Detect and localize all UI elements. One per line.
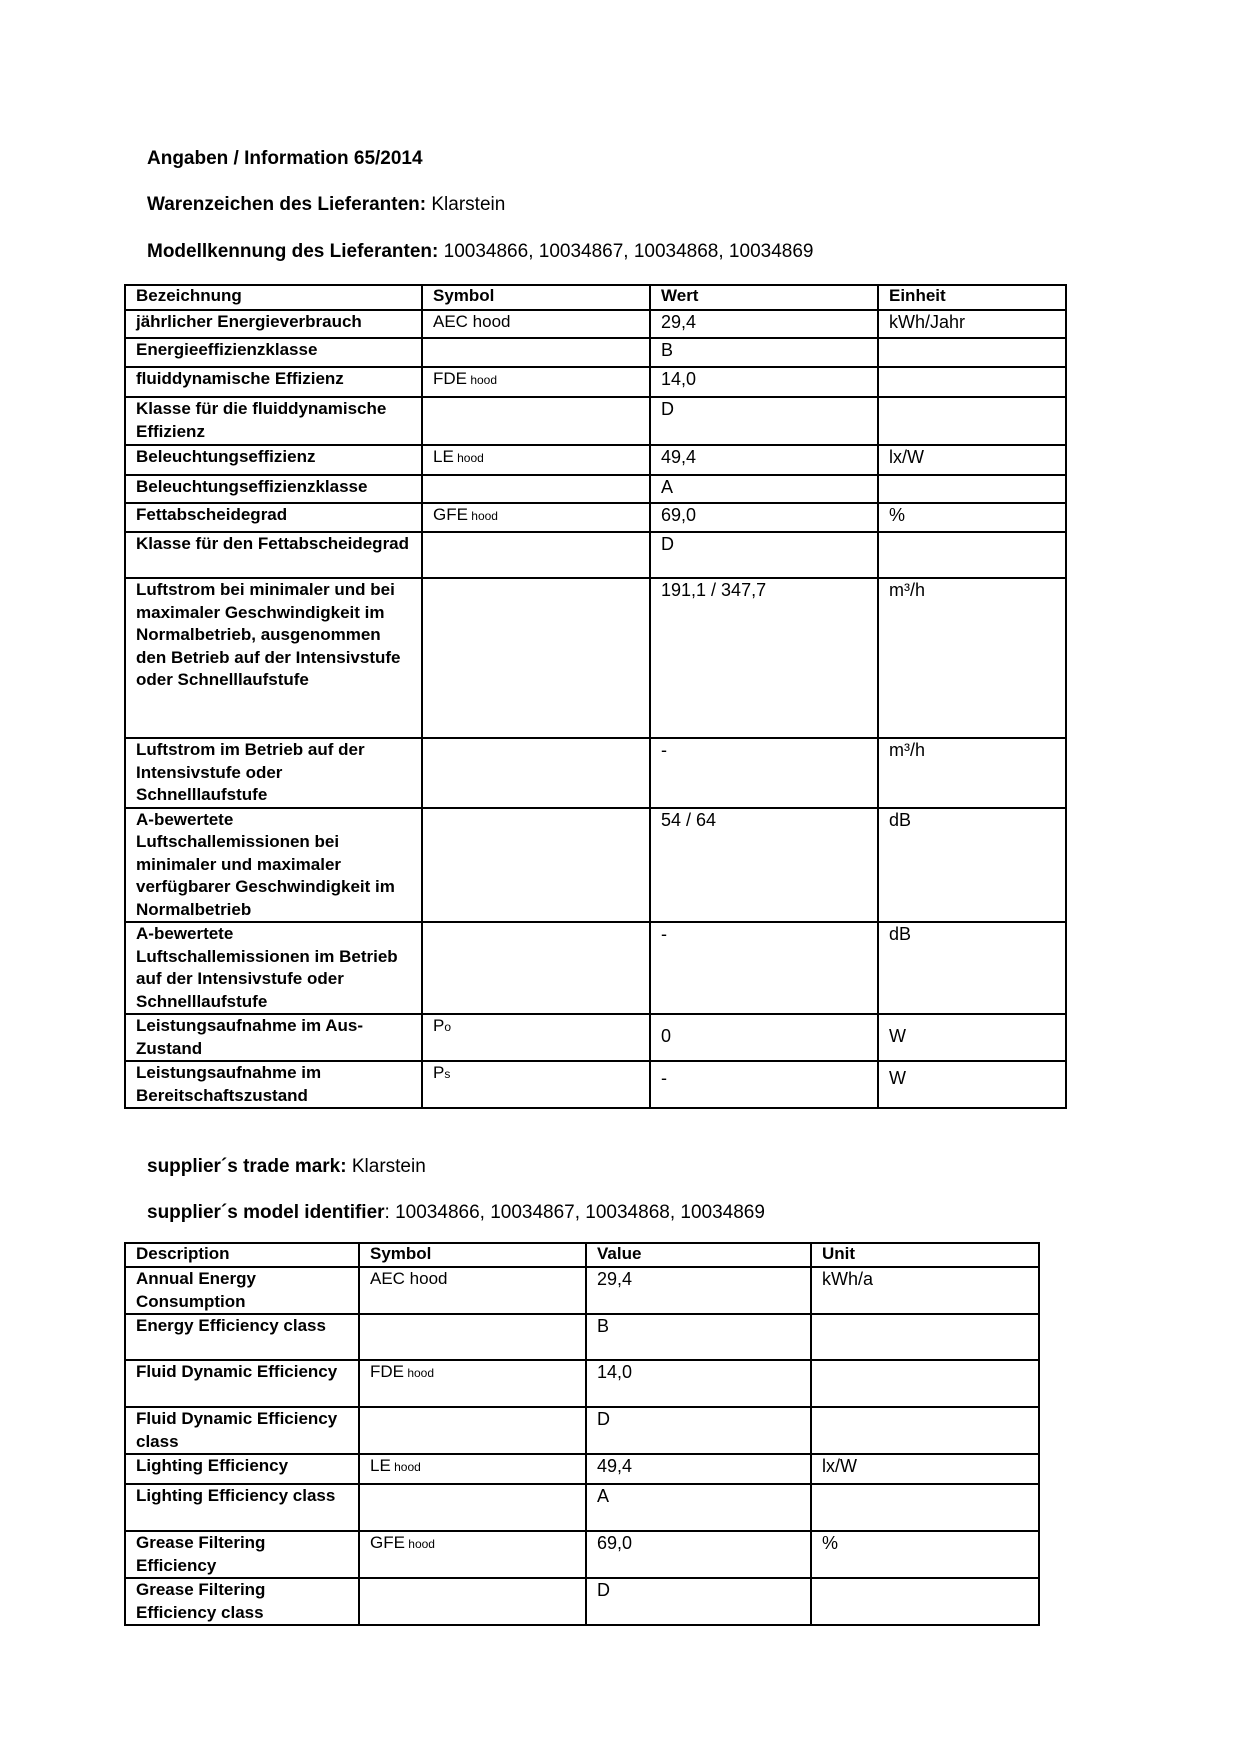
trademark-en-value: Klarstein [346,1156,426,1177]
row-unit: % [811,1531,1039,1578]
row-description: Klasse für die fluiddynamische Effizienz [125,397,422,445]
row-value: 49,4 [650,445,878,475]
row-description: A-bewertete Luftschallemissionen bei minimaler und maximaler verfügbarer Geschwindigkeit im Normalbetrieb [125,808,422,923]
trademark-en-label: supplier´s trade mark: [147,1156,347,1177]
trademark-de [147,194,505,216]
table-row [125,1454,1039,1484]
row-value: 29,4 [650,310,878,338]
symbol-subscript: hood [390,1460,421,1474]
symbol-subscript: s [444,1067,451,1081]
row-symbol [422,445,650,475]
symbol-main: LE [433,447,454,466]
row-description: Fettabscheidegrad [125,503,422,532]
row-symbol [422,338,650,367]
symbol-subscript: hood [404,1366,435,1380]
row-description: fluiddynamische Effizienz [125,367,422,397]
symbol-subscript: hood [453,451,484,465]
table-row [125,1314,1039,1360]
row-value: 54 / 64 [650,808,878,923]
row-symbol [359,1360,586,1407]
symbol-subscript: hood [467,509,498,523]
row-value: - [650,1061,878,1108]
row-description: Annual Energy Consumption [125,1267,359,1314]
column-header-symbol: Symbol [359,1243,586,1267]
row-value: D [586,1578,811,1625]
table-row [125,1578,1039,1625]
row-value: 191,1 / 347,7 [650,578,878,738]
row-unit [811,1360,1039,1407]
row-value: 29,4 [586,1267,811,1314]
model-identifier-de-label: Modellkennung des Lieferanten: [147,241,439,262]
row-description: Fluid Dynamic Efficiency [125,1360,359,1407]
row-value: B [650,338,878,367]
row-description: Energy Efficiency class [125,1314,359,1360]
table-header-row [125,285,1066,310]
column-header-unit: Einheit [878,285,1066,310]
column-header-description: Description [125,1243,359,1267]
column-header-symbol: Symbol [422,285,650,310]
table-row [125,338,1066,367]
row-description: Grease Filtering Efficiency [125,1531,359,1578]
row-unit [878,475,1066,503]
row-description: Energieeffizienzklasse [125,338,422,367]
column-header-unit: Unit [811,1243,1039,1267]
table-row [125,1014,1066,1061]
symbol-main: GFE [370,1533,405,1552]
table-row [125,1360,1039,1407]
row-description: Leistungsaufnahme im Bereitschaftszustand [125,1061,422,1108]
table-row [125,1484,1039,1531]
row-symbol [422,578,650,738]
trademark-de-label: Warenzeichen des Lieferanten: [147,194,427,215]
table-row [125,922,1066,1014]
row-value: D [586,1407,811,1454]
column-header-value: Value [586,1243,811,1267]
row-description: Luftstrom im Betrieb auf der Intensivstufe oder Schnelllaufstufe [125,738,422,808]
row-description: Lighting Efficiency class [125,1484,359,1531]
table-row [125,1407,1039,1454]
row-symbol [422,367,650,397]
row-symbol [422,475,650,503]
symbol-main: FDE [433,369,467,388]
table-row [125,445,1066,475]
row-description: Beleuchtungseffizienz [125,445,422,475]
table-row [125,397,1066,445]
table-row [125,310,1066,338]
table-row [125,367,1066,397]
row-value: A [650,475,878,503]
column-header-description: Bezeichnung [125,285,422,310]
row-value: 14,0 [586,1360,811,1407]
column-header-value: Wert [650,285,878,310]
row-value: 49,4 [586,1454,811,1484]
row-unit: kWh/a [811,1267,1039,1314]
document-title [147,148,423,170]
row-value: - [650,738,878,808]
trademark-de-value: Klarstein [426,194,506,215]
row-unit [811,1578,1039,1625]
row-description: Beleuchtungseffizienzklasse [125,475,422,503]
row-value: 69,0 [586,1531,811,1578]
row-unit [878,397,1066,445]
row-unit [878,367,1066,397]
symbol-main: LE [370,1456,391,1475]
row-unit [811,1484,1039,1531]
row-unit [811,1314,1039,1360]
symbol-main: AEC hood [370,1269,448,1288]
row-unit: m³/h [878,738,1066,808]
row-unit: % [878,503,1066,532]
row-symbol [422,808,650,923]
row-symbol [359,1314,586,1360]
row-symbol [422,1061,650,1108]
model-identifier-en-value: : 10034866, 10034867, 10034868, 10034869 [384,1202,765,1223]
row-symbol [359,1484,586,1531]
table-row [125,503,1066,532]
symbol-subscript: hood [404,1537,435,1551]
row-description: A-bewertete Luftschallemissionen im Betrieb auf der Intensivstufe oder Schnelllaufstufe [125,922,422,1014]
row-unit: dB [878,922,1066,1014]
row-unit: m³/h [878,578,1066,738]
row-symbol [359,1578,586,1625]
row-value: 0 [650,1014,878,1061]
row-unit: lx/W [878,445,1066,475]
row-unit: lx/W [811,1454,1039,1484]
row-symbol [359,1454,586,1484]
row-value: D [650,397,878,445]
symbol-main: P [433,1063,445,1082]
row-description: Leistungsaufnahme im Aus-Zustand [125,1014,422,1061]
row-unit: kWh/Jahr [878,310,1066,338]
row-value: B [586,1314,811,1360]
table-row [125,1061,1066,1108]
row-symbol [359,1531,586,1578]
row-symbol [422,310,650,338]
spec-table-de [124,284,1067,1109]
symbol-main: GFE [433,505,468,524]
row-description: Luftstrom bei minimaler und bei maximaler Geschwindigkeit im Normalbetrieb, ausgenommen den Betrieb auf der Intensivstufe oder Schnelllaufstufe [125,578,422,738]
row-symbol [422,397,650,445]
model-identifier-en-label: supplier´s model identifier [147,1202,385,1223]
row-value: A [586,1484,811,1531]
row-symbol [422,738,650,808]
row-unit: W [878,1014,1066,1061]
row-unit [878,532,1066,578]
row-symbol [422,503,650,532]
row-value: 14,0 [650,367,878,397]
symbol-main: AEC hood [433,312,511,331]
row-symbol [422,1014,650,1061]
row-description: Grease Filtering Efficiency class [125,1578,359,1625]
row-description: Lighting Efficiency [125,1454,359,1484]
spec-table-en [124,1242,1040,1626]
row-value: D [650,532,878,578]
symbol-subscript: hood [467,373,498,387]
symbol-subscript: o [444,1020,452,1034]
trademark-en [147,1156,426,1178]
symbol-main: FDE [370,1362,404,1381]
row-symbol [422,532,650,578]
row-unit: W [878,1061,1066,1108]
row-description: Fluid Dynamic Efficiency class [125,1407,359,1454]
row-unit [811,1407,1039,1454]
row-description: jährlicher Energieverbrauch [125,310,422,338]
row-symbol [359,1407,586,1454]
table-row [125,532,1066,578]
table-row [125,808,1066,923]
table-row [125,738,1066,808]
model-identifier-en [147,1202,765,1224]
row-description: Klasse für den Fettabscheidegrad [125,532,422,578]
document-title-text: Angaben / Information 65/2014 [147,148,423,169]
row-unit [878,338,1066,367]
table-header-row [125,1243,1039,1267]
table-row [125,1267,1039,1314]
model-identifier-de [147,241,813,263]
table-row [125,1531,1039,1578]
row-symbol [359,1267,586,1314]
symbol-main: P [433,1016,445,1035]
row-value: - [650,922,878,1014]
model-identifier-de-value: 10034866, 10034867, 10034868, 10034869 [438,241,814,262]
table-row [125,475,1066,503]
row-value: 69,0 [650,503,878,532]
row-symbol [422,922,650,1014]
table-row [125,578,1066,738]
row-unit: dB [878,808,1066,923]
